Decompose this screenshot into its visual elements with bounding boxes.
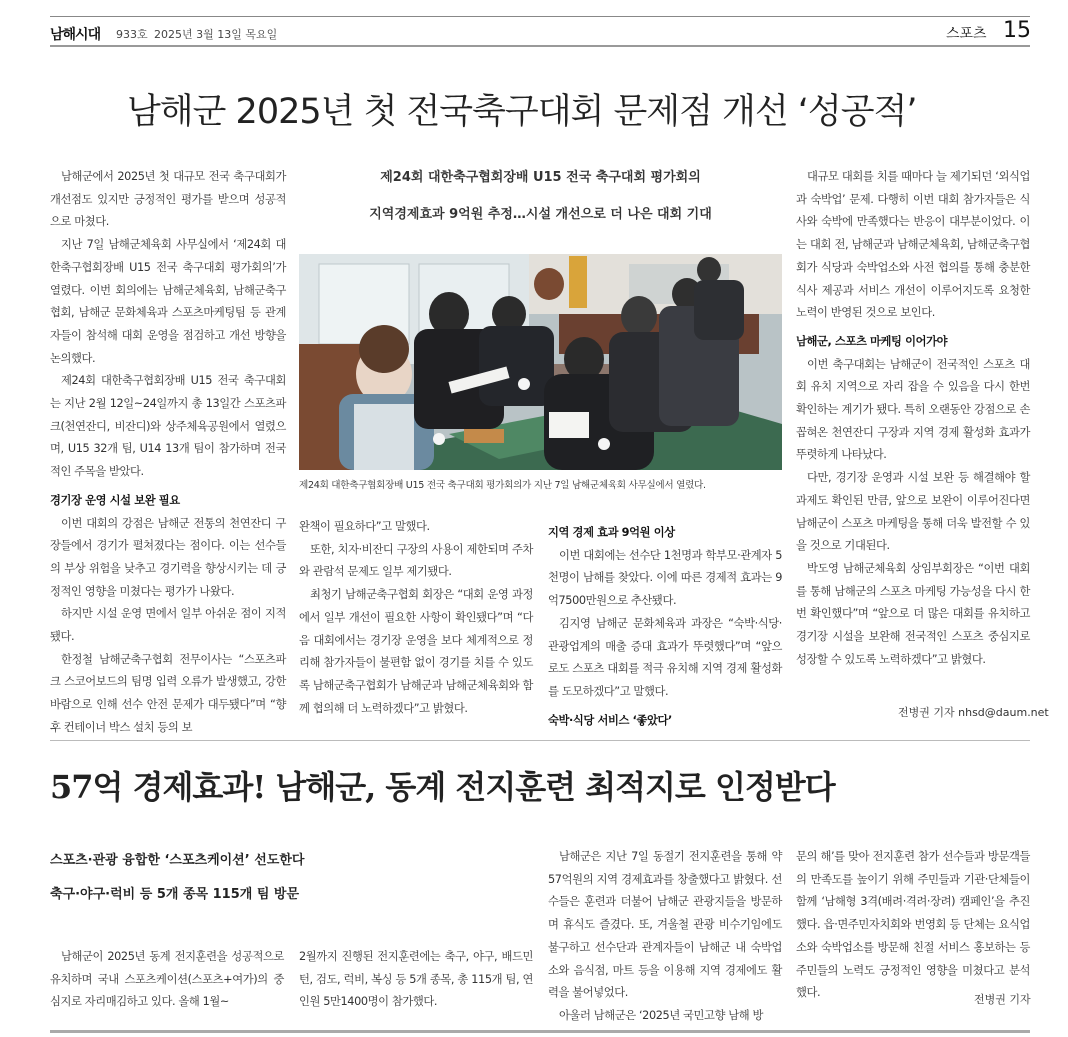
article1-column-4 — [796, 166, 1030, 671]
article2-column-2 — [299, 946, 533, 1014]
article-divider — [50, 740, 1030, 741]
paragraph: 완책이 필요하다”고 말했다. — [299, 520, 430, 533]
subheading: 남해군, 스포츠 마케팅 이어가야 — [796, 334, 948, 348]
meeting-photo — [299, 254, 782, 470]
paragraph: 이번 축구대회는 남해군이 전국적인 스포츠 대회 유치 지역으로 자리 잡을 수 있음을 다시 한번 확인하는 계기가 됐다. 특히 오랜동안 강점으로 손꼽혀온 천연잔디 구장과 지역 경제 활성화 효과가 뚜렷하게 나타났다. — [796, 357, 1030, 462]
article1-column-1 — [50, 166, 286, 740]
paragraph: 박도영 남해군체육회 상임부회장은 “이번 대회를 통해 남해군의 스포츠 마케팅 가능성을 다시 한번 확인했다”며 “앞으로 더 많은 대회를 유치하고 경기장 시설을 보완해 전국적인 스포츠 중심지로 성장할 수 있도록 노력하겠다”고 밝혔다. — [796, 561, 1030, 666]
article2-deck-1: 스포츠·관광 융합한 ‘스포츠케이션’ 선도한다 — [50, 853, 305, 868]
article1-deck-2: 지역경제효과 9억원 추정…시설 개선으로 더 나은 대회 기대 — [369, 207, 712, 222]
article2-headline: 57억 경제효과! 남해군, 동계 전지훈련 최적지로 인정받다 — [50, 768, 835, 806]
paragraph: 제24회 대한축구협회장배 U15 전국 축구대회는 지난 2월 12일~24일까지 총 13일간 스포츠파크(천연잔디, 비잔디)와 상주체육공원에서 열렸으며, U15 32개 팀, U14 13개 팀이 참가하며 전국적인 주목을 받았다. — [50, 374, 286, 479]
article2-deck-2: 축구·야구·럭비 등 5개 종목 115개 팀 방문 — [50, 887, 300, 902]
issue-number: 933호 — [116, 28, 148, 41]
article1-column-3 — [548, 516, 782, 732]
paragraph: 또한, 치자·비잔디 구장의 사용이 제한되며 주차와 관람석 문제도 일부 제기됐다. — [299, 542, 533, 579]
photo-caption: 제24회 대한축구협회장배 U15 전국 축구대회 평가회의가 지난 7일 남해군체육회 사무실에서 열렸다. — [299, 480, 706, 491]
article1-headline: 남해군 2025년 첫 전국축구대회 문제점 개선 ‘성공적’ — [127, 92, 917, 132]
paragraph: 남해군이 2025년 동계 전지훈련을 성공적으로 유치하며 국내 스포츠케이션(스포츠+여가)의 중심지로 자리매김하고 있다. 올해 1월~ — [50, 950, 284, 1009]
article2-byline: 전병권 기자 — [974, 993, 1031, 1006]
subheading: 지역 경제 효과 9억원 이상 — [548, 526, 675, 539]
paragraph: 남해군은 지난 7일 동절기 전지훈련을 통해 약 57억원의 지역 경제효과를 창출했다고 밝혔다. 선수들은 훈련과 더불어 남해군 관광지들을 방문하며 휴식도 즐겼다. 또, 겨울철 관광 비수기임에도 불구하고 선수단과 관계자들이 남해군 내 숙박업소와 음식점, 마트 등을 이용해 지역 경제에도 활력을 불어넣었다. — [548, 850, 782, 1000]
article1-column-2 — [299, 516, 533, 720]
masthead-logo: 남해시대 — [50, 27, 101, 43]
paragraph: 이번 대회에는 선수단 1천명과 학부모·관계자 5천명이 남해를 찾았다. 이에 따른 경제적 효과는 9억7500만원으로 추산됐다. — [548, 548, 782, 608]
top-rule — [50, 16, 1030, 17]
paragraph: 최청기 남해군축구협회 회장은 “대회 운영 과정에서 일부 개선이 필요한 사항이 확인됐다”며 “다음 대회에서는 경기장 운영을 보다 체계적으로 정리해 참가자들이 불편함 없이 경기를 치를 수 있도록 남해군축구협회가 남해군과 남해군체육회와 함께 협의해 더 노력하겠다”고 밝혔다. — [299, 588, 533, 715]
paragraph: 하지만 시설 운영 면에서 일부 아쉬운 점이 지적됐다. — [50, 607, 286, 644]
paragraph: 한정철 남해군축구협회 전무이사는 “스포츠파크 스코어보드의 팀명 입력 오류가 발생했고, 강한 바람으로 인해 선수 안전 문제가 대두됐다”며 “향후 컨테이너 박스 설치 등의 보 — [50, 652, 286, 734]
paragraph: 2월까지 진행된 전지훈련에는 축구, 야구, 배드민턴, 검도, 럭비, 복싱 등 5개 종목, 총 115개 팀, 연인원 5만1400명이 참가했다. — [299, 950, 533, 1009]
paragraph: 다만, 경기장 운영과 시설 보완 등 해결해야 할 과제도 확인된 만큼, 앞으로 보완이 이루어진다면 남해군이 스포츠 마케팅을 통해 더욱 발전할 수 있을 것으로 기대된다. — [796, 471, 1030, 553]
article1-deck-1: 제24회 대한축구협회장배 U15 전국 축구대회 평가회의 — [380, 170, 701, 185]
article2-column-1 — [50, 946, 284, 1014]
paragraph: 남해군에서 2025년 첫 대규모 전국 축구대회가 개선점도 있지만 긍정적인 평가를 받으며 성공적으로 마쳤다. — [50, 170, 286, 229]
paragraph: 김지영 남해군 문화체육과 과장은 “숙박·식당·관광업계의 매출 증대 효과가 뚜렷했다”며 “앞으로도 스포츠 대회를 적극 유치해 지역 경제 활성화를 도모하겠다”고 말했다. — [548, 616, 782, 698]
section-name: 스포츠 — [946, 26, 987, 42]
paragraph: 이번 대회의 강점은 남해군 전통의 천연잔디 구장들에서 경기가 펼쳐졌다는 점이다. 이는 선수들의 부상 위험을 낮추고 경기력을 향상시키는 데 긍정적인 영향을 미쳤다는 평가가 나왔다. — [50, 516, 286, 598]
meeting-photo-illustration — [299, 254, 782, 470]
paragraph: 대규모 대회를 치를 때마다 늘 제기되던 ‘외식업과 숙박업’ 문제. 다행히 이번 대회 참가자들은 식사와 숙박에 만족했다는 반응이 대부분이었다. 이는 대회 전, 남해군과 남해군체육회, 남해군축구협회가 식당과 숙박업소와 사전 협의를 통해 충분한 식사 제공과 서비스 개선이 이루어지도록 요청한 노력이 반영된 것으로 보인다. — [796, 170, 1030, 320]
article1-byline: 전병권 기자 nhsd@daum.net — [898, 706, 1049, 719]
paragraph: 지난 7일 남해군체육회 사무실에서 ‘제24회 대한축구협회장배 U15 전국 축구대회 평가회의’가 열렸다. 이번 회의에는 남해군체육회, 남해군축구협회, 남해군 문화체육과 스포츠마케팅팀 등 관계자들이 참석해 대회 운영을 점검하고 개선 방향을 논의했다. — [50, 238, 286, 365]
bottom-rule — [50, 1030, 1030, 1033]
article2-column-4 — [796, 846, 1030, 1005]
paragraph: 문의 해’를 맞아 전지훈련 참가 선수들과 방문객들의 만족도를 높이기 위해 주민들과 기관·단체들이 함께 ‘남해형 3격(배려·격려·장려) 캠페인’을 추진했다. 읍·면주민자치회와 번영회 등 단체는 요식업소와 숙박업소를 방문해 친절 서비스 홍보하는 등 주민들의 노력도 긍정적인 영향을 미쳤다고 분석했다. — [796, 850, 1030, 1000]
issue-date: 2025년 3월 13일 목요일 — [154, 28, 278, 41]
page-number: 15 — [1003, 18, 1031, 43]
header-rule — [50, 45, 1030, 47]
subheading: 숙박·식당 서비스 ‘좋았다’ — [548, 713, 672, 727]
paragraph: 아울러 남해군은 ‘2025년 국민고향 남해 방 — [559, 1008, 763, 1022]
article2-column-3 — [548, 846, 782, 1028]
subheading: 경기장 운영 시설 보완 필요 — [50, 493, 180, 507]
